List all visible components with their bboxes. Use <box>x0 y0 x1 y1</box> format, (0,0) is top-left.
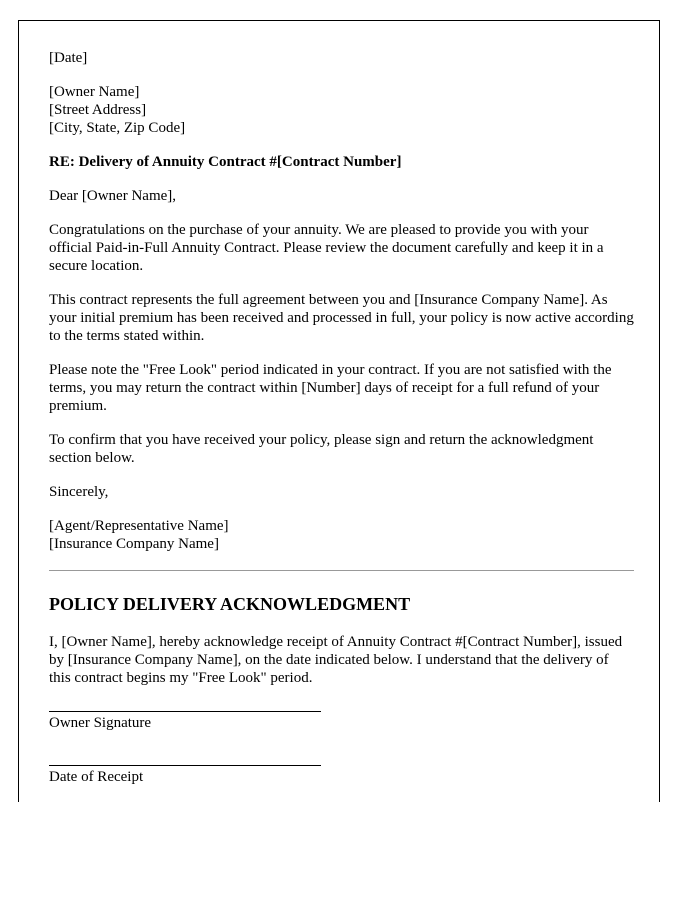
closing: Sincerely, <box>49 484 109 500</box>
paragraph-free-look: Please note the "Free Look" period indicated in your contract. If you are not satisfied with the terms, you may return the contract within [Number] days of receipt for a full refund of your premium. <box>49 362 612 414</box>
owner-signature-label: Owner Signature <box>49 715 152 731</box>
paragraph-congratulations: Congratulations on the purchase of your annuity. We are pleased to provide you with your official Paid-in-Full Annuity Contract. Please review the document carefully and keep it in a secure location. <box>49 222 604 274</box>
recipient-city-state-zip: [City, State, Zip Code] <box>49 120 186 136</box>
signer-block <box>49 517 634 553</box>
document-page <box>18 20 660 802</box>
section-divider <box>49 570 634 571</box>
signer-company: [Insurance Company Name] <box>49 536 219 552</box>
recipient-address <box>49 83 634 137</box>
recipient-owner-name: [Owner Name] <box>49 84 140 100</box>
letter-content <box>49 49 634 786</box>
acknowledgment-body: I, [Owner Name], hereby acknowledge receipt of Annuity Contract #[Contract Number], issued by [Insurance Company Name], on the date indicated below. I understand that the delivery of this contract begins my "Free Look" period. <box>49 634 623 686</box>
subject-line: RE: Delivery of Annuity Contract #[Contract Number] <box>49 154 402 170</box>
paragraph-agreement: This contract represents the full agreement between you and [Insurance Company Name]. As your initial premium has been received and processed in full, your policy is now active according to the terms stated within. <box>49 292 634 344</box>
paragraph-confirm: To confirm that you have received your policy, please sign and return the acknowledgment section below. <box>49 432 594 466</box>
recipient-street: [Street Address] <box>49 102 147 118</box>
owner-signature-line[interactable] <box>49 711 321 712</box>
acknowledgment-title: POLICY DELIVERY ACKNOWLEDGMENT <box>49 594 411 614</box>
salutation: Dear [Owner Name], <box>49 188 177 204</box>
date-of-receipt-line[interactable] <box>49 765 321 766</box>
letter-date: [Date] <box>49 50 88 66</box>
date-of-receipt-label: Date of Receipt <box>49 769 144 785</box>
signer-name: [Agent/Representative Name] <box>49 518 229 534</box>
